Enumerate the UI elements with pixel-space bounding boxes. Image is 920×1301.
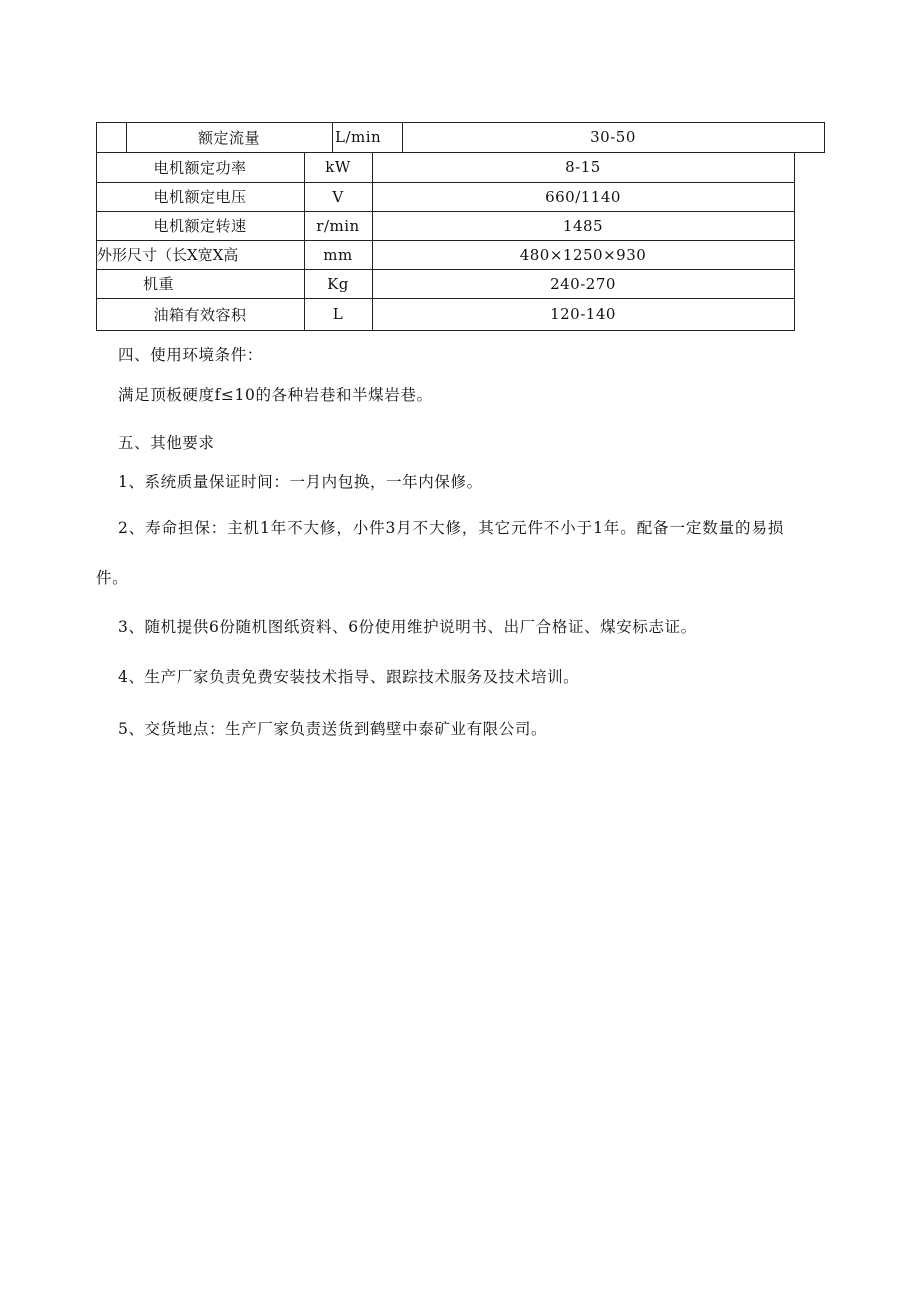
spec-unit: mm <box>323 245 353 264</box>
section-heading-environment: 四、使用环境条件： <box>118 346 263 364</box>
requirement-item: 4、生产厂家负责免费安装技术指导、跟踪技术服务及技术培训。 <box>118 668 580 686</box>
spec-unit: L/min <box>335 128 382 146</box>
spec-value: 480×1250×930 <box>519 245 647 264</box>
spec-name: 外形尺寸（长X宽X高 <box>97 246 239 264</box>
table-border <box>824 122 825 152</box>
spec-name: 电机额定转速 <box>153 217 247 235</box>
spec-unit: Kg <box>327 274 349 293</box>
requirement-item: 1、系统质量保证时间：一月内包换，一年内保修。 <box>118 473 483 491</box>
spec-name: 电机额定电压 <box>153 188 247 206</box>
spec-value: 1485 <box>562 216 604 235</box>
table-border <box>96 330 795 331</box>
spec-unit: L <box>332 305 344 323</box>
requirement-item: 2、寿命担保：主机1年不大修，小件3月不大修，其它元件不小于1年。配备一定数量的易损 <box>118 519 785 537</box>
spec-name: 电机额定功率 <box>153 158 247 177</box>
spec-value: 8-15 <box>565 158 601 176</box>
spec-unit: r/min <box>316 216 360 235</box>
table-border <box>794 152 795 330</box>
spec-value: 120-140 <box>550 305 616 323</box>
spec-unit: kW <box>325 158 351 176</box>
spec-name: 机重 <box>143 275 175 293</box>
table-border <box>332 122 333 152</box>
requirement-item: 5、交货地点：生产厂家负责送货到鹤壁中泰矿业有限公司。 <box>118 720 548 738</box>
spec-value: 240-270 <box>550 274 616 293</box>
section-heading-other-requirements: 五、其他要求 <box>118 434 215 452</box>
environment-text: 满足顶板硬度f≤10的各种岩巷和半煤岩巷。 <box>118 386 433 404</box>
spec-value: 660/1140 <box>545 187 621 206</box>
spec-name: 额定流量 <box>197 128 260 147</box>
requirement-item-continuation: 件。 <box>96 569 129 587</box>
requirement-item: 3、随机提供6份随机图纸资料、6份使用维护说明书、出厂合格证、煤安标志证。 <box>118 618 697 636</box>
table-border <box>96 122 97 152</box>
spec-name: 油箱有效容积 <box>153 305 247 324</box>
spec-unit: V <box>332 187 344 206</box>
spec-value: 30-50 <box>590 128 636 146</box>
